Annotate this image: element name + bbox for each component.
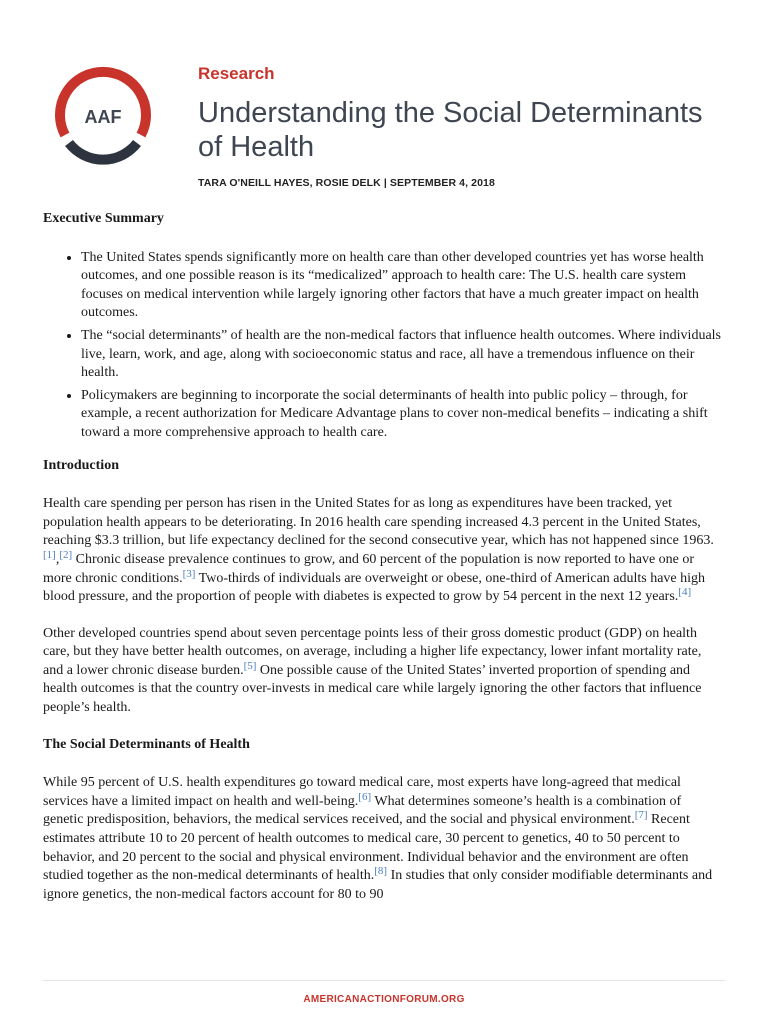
text-run: Two-thirds of individuals are overweight or obese, one-third of American adults have high blood pressure, and the proportion of people with diabetes is expected to grow by 54 percent in the next 12 years. — [43, 570, 706, 605]
footer-divider — [43, 980, 725, 981]
text-run: Health care spending per person has risen in the United States for as long as expenditures have been tracked, yet population health appears to be deteriorating. In 2016 health care spending increased 4.3 percent in the United States, reaching $3.3 trillion, but life expectancy declined for the second consecutive year, which has not happened since 1963. — [43, 496, 714, 549]
text-run: One possible cause of the United States’ inverted proportion of spending and health outcomes is that the country over-invests in medical care while largely ignoring the other factors that influence people’s health. — [43, 662, 702, 716]
footnote-link-7[interactable]: [7] — [634, 809, 648, 822]
footnote-link-3[interactable]: [3] — [182, 567, 196, 580]
footnote-link-4[interactable]: [4] — [678, 586, 692, 599]
list-item: • Policymakers are beginning to incorporate the social determinants of health into public policy – through, for example, a recent authorization for Medicare Advantage plans to cover non-medical benefits – indicating a shift toward a more comprehensive approach to health care. — [81, 387, 723, 443]
introduction-heading: Introduction — [43, 457, 119, 473]
aaf-logo — [48, 62, 158, 172]
byline: TARA O'NEILL HAYES, ROSIE DELK | SEPTEMBER 4, 2018 — [198, 177, 495, 189]
intro-paragraph-2 — [43, 625, 723, 718]
sdoh-heading: The Social Determinants of Health — [43, 736, 250, 752]
logo-text: AAF — [84, 107, 122, 127]
text-run: What determines someone’s health is a combination of genetic predisposition, behaviors, the medical services received, and the social and physical environment. — [43, 793, 682, 828]
footnote-link-6[interactable]: [6] — [358, 790, 372, 803]
list-item: • The United States spends significantly more on health care than other developed countries yet has worse health outcomes, and one possible reason is its “medicalized” approach to health care: The U.S. health care system focuses on medical intervention while largely ignoring other factors that have a much greater impact on health outcomes. — [81, 249, 723, 323]
exec-summary-list — [43, 249, 723, 443]
text-run: Recent estimates attribute 10 to 20 percent of health outcomes to medical care, 30 percent to genetics, 40 to 50 percent to behavior, and 20 percent to the social and physical environment. Individual behavior and the environment are often studied together as the non-medical determinants of health. — [43, 812, 690, 884]
exec-summary-heading: Executive Summary — [43, 211, 164, 226]
footnote-link-2[interactable]: [2] — [59, 548, 73, 561]
text-run: , — [55, 551, 60, 567]
intro-paragraph-1 — [43, 495, 723, 607]
text-run: In studies that only consider modifiable determinants and ignore genetics, the non-medical factors account for 80 to 90 — [43, 868, 713, 902]
article-body — [43, 210, 723, 922]
footnote-link-8[interactable]: [8] — [374, 865, 388, 878]
research-kicker: Research — [198, 64, 275, 83]
text-run: Other developed countries spend about seven percentage points less of their gross domestic product (GDP) on health care, but they have better health outcomes, on average, including a higher life expectancy, lower infant mortality rate, and a lower chronic disease burden. — [43, 625, 702, 678]
footer-url[interactable]: AMERICANACTIONFORUM.ORG — [303, 994, 465, 1005]
text-run: While 95 percent of U.S. health expenditures go toward medical care, most experts have long-agreed that medical services have a limited impact on health and well-being. — [43, 775, 681, 809]
footnote-link-1[interactable]: [1] — [43, 548, 56, 561]
text-run: Chronic disease prevalence continues to grow, and 60 percent of the population is now reported to have one or more chronic conditions. — [43, 551, 695, 586]
list-item: • The “social determinants” of health are the non-medical factors that influence health outcomes. Where individuals live, learn, work, and age, along with socioeconomic status and race, all have a tremendous influence on their health. — [81, 327, 723, 383]
page-title: Understanding the Social Determinants of Health — [198, 97, 703, 163]
sdoh-paragraph-1 — [43, 774, 723, 904]
footnote-link-5[interactable]: [5] — [243, 659, 257, 672]
